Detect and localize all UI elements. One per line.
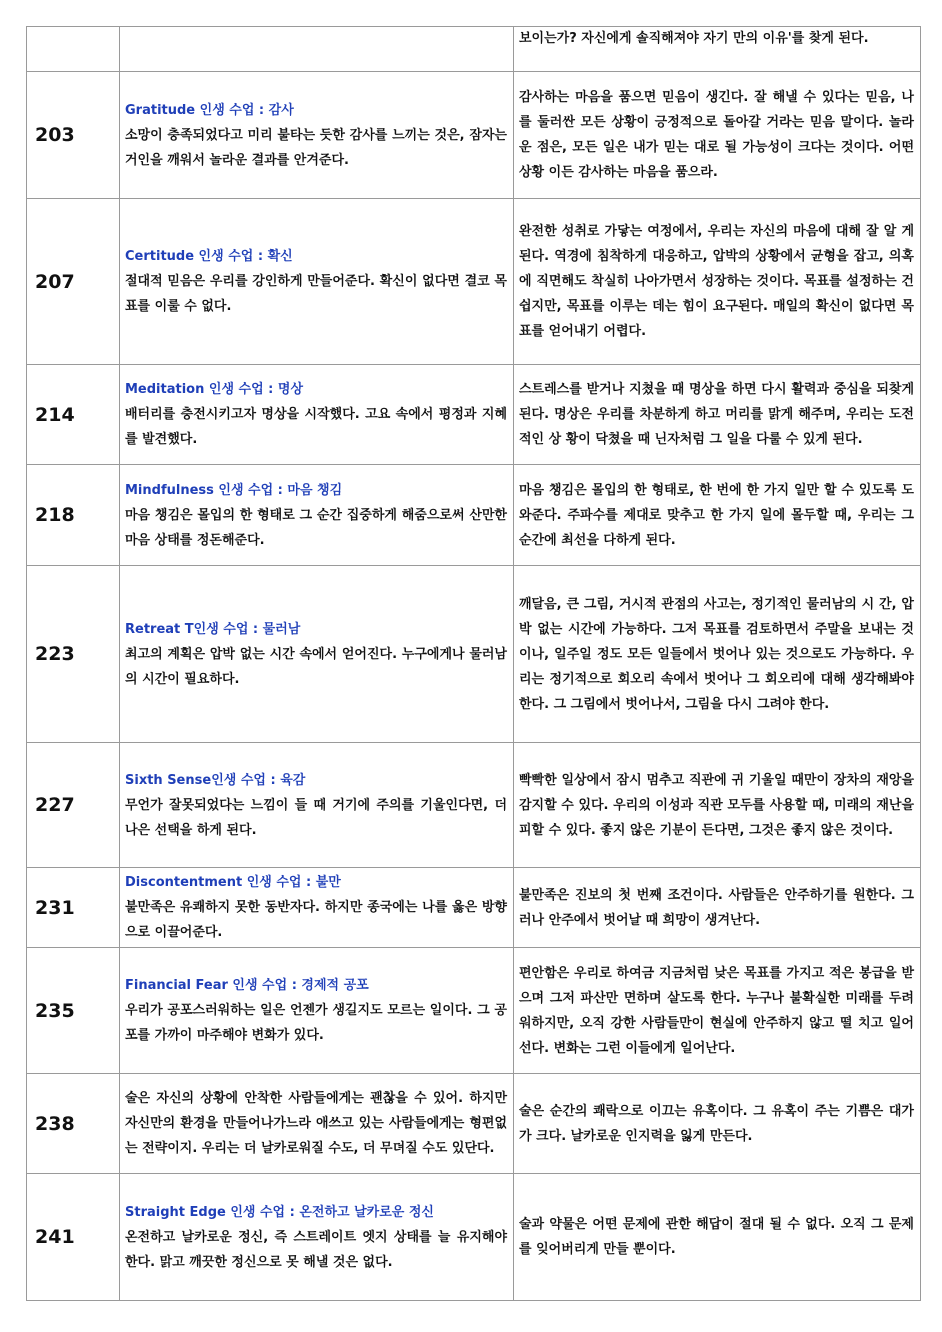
table-row [27, 743, 921, 868]
lesson-text: 술은 자신의 상황에 안착한 사람들에게는 괜찮을 수 있어. 하지만 자신만의 환경을 만들어나가느라 애쓰고 있는 사람들에게는 형편없는 전략이지. 우리는 더 날카로워질 수도, 더 무뎌질 수도 있단다. [125, 1091, 507, 1156]
commentary-cell: 불만족은 진보의 첫 번째 조건이다. 사람들은 안주하기를 원한다. 그러나 안주에서 벗어날 때 희망이 생겨난다. [514, 868, 921, 948]
lesson-title: Mindfulness 인생 수업 : 마음 챙김 [125, 482, 343, 498]
lesson-cell [120, 743, 514, 868]
table-row [27, 72, 921, 199]
row-number: 235 [27, 948, 120, 1074]
commentary-cell: 감사하는 마음을 품으면 믿음이 생긴다. 잘 해낼 수 있다는 믿음, 나 를 둘러싼 모든 상황이 긍정적으로 돌아갈 거라는 믿음 말이다. 놀라운 점은, 모든 일은 내가 믿는 대로 될 가능성이 크다는 것이다. 어떤 상황 이든 감사하는 마음을 품으라. [514, 72, 921, 199]
table-row [27, 1174, 921, 1301]
row-number: 214 [27, 365, 120, 465]
lesson-text: 마음 챙김은 몰입의 한 형태로 그 순간 집중하게 해줌으로써 산만한 마음 상태를 정돈해준다. [125, 507, 507, 548]
row-number: 241 [27, 1174, 120, 1301]
lesson-cell [120, 365, 514, 465]
table-row [27, 27, 921, 72]
table-row [27, 566, 921, 743]
lesson-title: Financial Fear 인생 수업 : 경제적 공포 [125, 978, 369, 993]
commentary-cell: 보이는가? 자신에게 솔직해져야 자기 만의 이유'를 찾게 된다. [514, 27, 921, 72]
lesson-cell [120, 1174, 514, 1301]
row-number [27, 27, 120, 72]
lesson-cell [120, 566, 514, 743]
commentary-cell: 스트레스를 받거나 지쳤을 때 명상을 하면 다시 활력과 중심을 되찾게 된다. 명상은 우리를 차분하게 하고 머리를 맑게 해주며, 우리는 도전적인 상 황이 닥쳤을 때 닌자처럼 그 일을 다룰 수 있게 된다. [514, 365, 921, 465]
lesson-title: Discontentment 인생 수업 : 불만 [125, 875, 341, 890]
lesson-table [26, 26, 921, 1301]
row-number: 203 [27, 72, 120, 199]
lesson-title: Meditation 인생 수업 : 명상 [125, 382, 304, 397]
lesson-cell [120, 868, 514, 948]
commentary-cell: 빡빡한 일상에서 잠시 멈추고 직관에 귀 기울일 때만이 장차의 재앙을 감지할 수 있다. 우리의 이성과 직관 모두를 사용할 때, 미래의 재난을 피할 수 있다. 좋지 않은 기분이 든다면, 그것은 좋지 않은 것이다. [514, 743, 921, 868]
commentary-cell: 술과 약물은 어떤 문제에 관한 해답이 절대 될 수 없다. 오직 그 문제를 잊어버리게 만들 뿐이다. [514, 1174, 921, 1301]
row-number: 227 [27, 743, 120, 868]
table-row [27, 1074, 921, 1174]
row-number: 231 [27, 868, 120, 948]
lesson-text: 무언가 잘못되었다는 느낌이 들 때 거기에 주의를 기울인다면, 더 나은 선택을 하게 된다. [125, 797, 507, 838]
lesson-title: Straight Edge 인생 수업 : 온전하고 날카로운 정신 [125, 1204, 434, 1220]
row-number: 218 [27, 465, 120, 566]
lesson-text: 온전하고 날카로운 정신, 즉 스트레이트 엣지 상태를 늘 유지해야 한다. 맑고 깨끗한 정신으로 못 해낼 것은 없다. [125, 1229, 507, 1270]
lesson-title: Sixth Sense인생 수업 : 육감 [125, 772, 306, 788]
commentary-cell: 술은 순간의 쾌락으로 이끄는 유혹이다. 그 유혹이 주는 기쁨은 대가가 크다. 날카로운 인지력을 잃게 만든다. [514, 1074, 921, 1174]
lesson-cell [120, 72, 514, 199]
commentary-cell: 마음 챙김은 몰입의 한 형태로, 한 번에 한 가지 일만 할 수 있도록 도와준다. 주파수를 제대로 맞추고 한 가지 일에 몰두할 때, 우리는 그 순간에 최선을 다하게 된다. [514, 465, 921, 566]
lesson-title: Retreat T인생 수업 : 물러남 [125, 621, 301, 637]
commentary-cell: 깨달음, 큰 그림, 거시적 관점의 사고는, 정기적인 물러남의 시 간, 압박 없는 시간에 가능하다. 그저 목표를 검토하면서 주말을 보내는 것이나, 일주일 정도 모든 일들에서 벗어나 있는 것으로도 가능하다. 우리는 정기적으로 회오리 속에서 벗어나 그 회오리에 대해 생각해봐야 한다. 그 그림에서 벗어나서, 그림을 다시 그려야 한다. [514, 566, 921, 743]
commentary-cell: 편안함은 우리로 하여금 지금처럼 낮은 목표를 가지고 적은 봉급을 받으며 그저 파산만 면하며 살도록 한다. 누구나 불확실한 미래를 두려워하지만, 오직 강한 사람들만이 현실에 안주하지 않고 떨 치고 일어선다. 변화는 그런 이들에게 일어난다. [514, 948, 921, 1074]
lesson-text: 배터리를 충전시키고자 명상을 시작했다. 고요 속에서 평정과 지혜를 발견했다. [125, 407, 507, 447]
lesson-title: Gratitude 인생 수업 : 감사 [125, 102, 294, 118]
table-row [27, 868, 921, 948]
lesson-text: 소망이 충족되었다고 미리 불타는 듯한 감사를 느끼는 것은, 잠자는 거인을 깨워서 놀라운 결과를 안겨준다. [125, 127, 507, 168]
lesson-title: Certitude 인생 수업 : 확신 [125, 249, 293, 264]
lesson-cell [120, 199, 514, 365]
row-number: 207 [27, 199, 120, 365]
table-row [27, 948, 921, 1074]
table-row [27, 199, 921, 365]
lesson-cell [120, 1074, 514, 1174]
lesson-cell [120, 948, 514, 1074]
table-row [27, 365, 921, 465]
row-number: 238 [27, 1074, 120, 1174]
lesson-cell [120, 27, 514, 72]
lesson-text: 최고의 계획은 압박 없는 시간 속에서 얻어진다. 누구에게나 물러남의 시간이 필요하다. [125, 646, 507, 687]
table-row [27, 465, 921, 566]
row-number: 223 [27, 566, 120, 743]
lesson-cell [120, 465, 514, 566]
lesson-text: 불만족은 유쾌하지 못한 동반자다. 하지만 종국에는 나를 옳은 방향으로 이끌어준다. [125, 900, 507, 940]
lesson-text: 우리가 공포스러워하는 일은 언젠가 생길지도 모르는 일이다. 그 공포를 가까이 마주해야 변화가 있다. [125, 1003, 507, 1043]
lesson-text: 절대적 믿음은 우리를 강인하게 만들어준다. 확신이 없다면 결코 목표를 이룰 수 없다. [125, 274, 507, 314]
commentary-cell: 완전한 성취로 가닿는 여정에서, 우리는 자신의 마음에 대해 잘 알 게 된다. 역경에 침착하게 대응하고, 압박의 상황에서 균형을 잡고, 의혹에 직면해도 착실히 나아가면서 성장하는 것이다. 목표를 설정하는 건 쉽지만, 목표를 이루는 데는 힘이 요구된다. 매일의 확신이 없다면 목표를 얻어내기 어렵다. [514, 199, 921, 365]
